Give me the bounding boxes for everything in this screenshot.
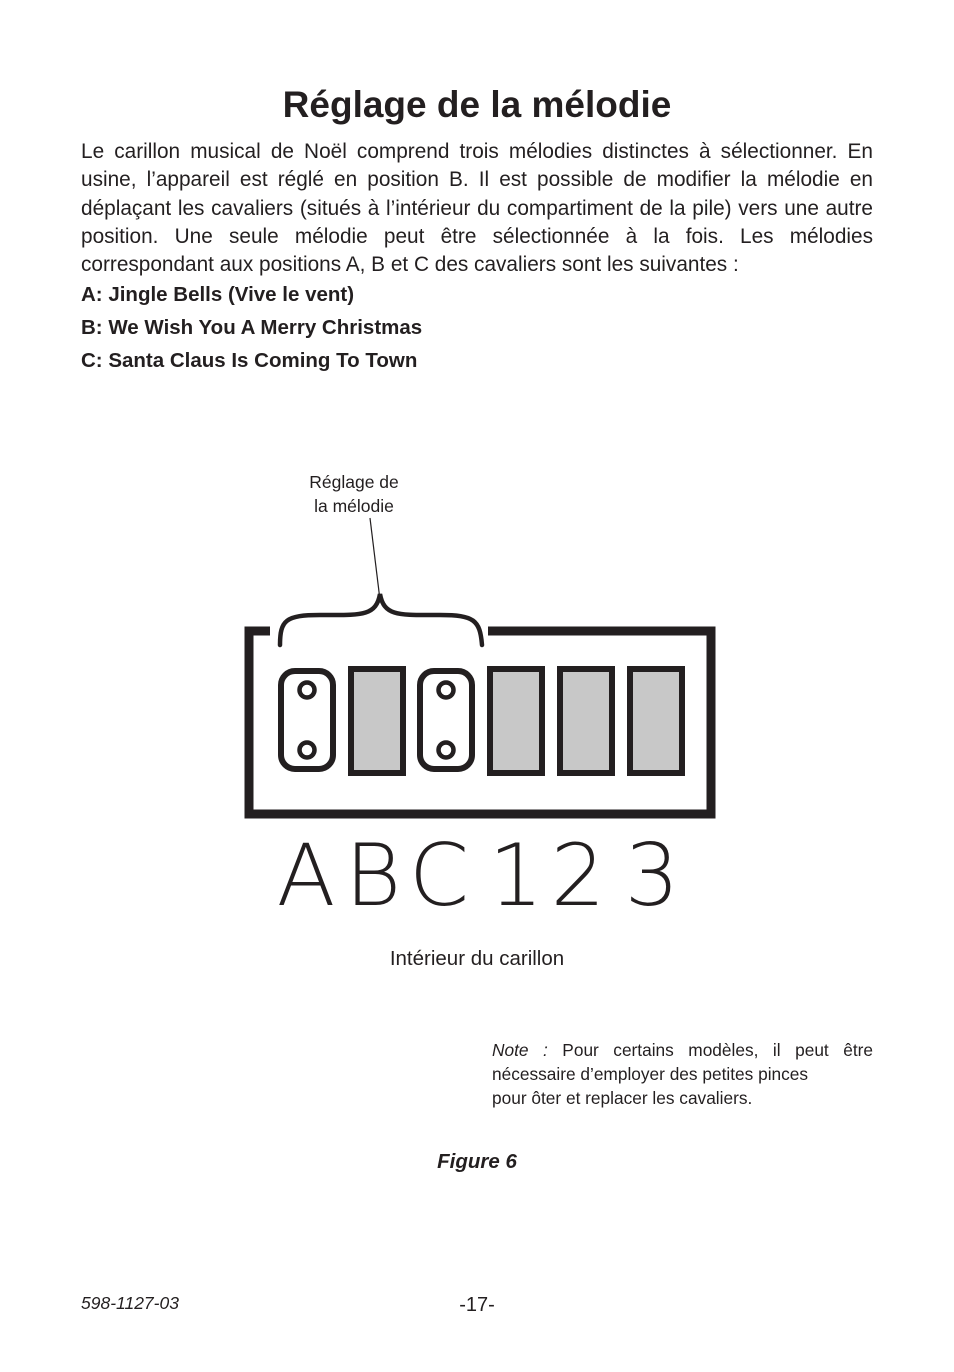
callout-leader-line — [370, 518, 380, 600]
melody-c: C: Santa Claus Is Coming To Town — [81, 349, 418, 372]
position-label-A: A — [276, 826, 336, 926]
intro-last-line: correspondant aux positions A, B et C des cavaliers sont les suivantes : — [81, 253, 739, 277]
page-title: Réglage de la mélodie — [282, 84, 672, 125]
jumper-slots — [281, 669, 682, 773]
intro-paragraph — [81, 138, 873, 279]
note — [492, 1038, 873, 1111]
document-number: 598-1127-03 — [81, 1293, 179, 1313]
position-label-2: 2 — [550, 826, 606, 926]
jumper-pin-A-2 — [300, 743, 315, 758]
jumper-diagram — [0, 460, 954, 980]
callout-label-line-2: la mélodie — [314, 496, 394, 516]
jumper-slot-2 — [560, 669, 612, 773]
diagram-caption: Intérieur du carillon — [389, 947, 565, 970]
jumper-slot-3 — [630, 669, 682, 773]
jumper-pin-C-2 — [439, 743, 454, 758]
note-last-line: pour ôter et replacer les cavaliers. — [492, 1088, 753, 1109]
position-label-C: C — [408, 826, 470, 926]
jumper-pin-A-1 — [300, 683, 315, 698]
position-label-1: 1 — [488, 826, 544, 926]
jumper-pin-C-1 — [439, 683, 454, 698]
callout-label-line-1: Réglage de — [309, 472, 399, 492]
note-body: Pour certains modèles, il peut être nécessaire d’employer des petites pinces — [492, 1040, 873, 1085]
jumper-slot-1 — [490, 669, 542, 773]
note-label: Note : — [492, 1040, 548, 1060]
position-label-B: B — [344, 826, 402, 926]
jumper-slot-B — [351, 669, 403, 773]
position-label-3: 3 — [624, 826, 680, 926]
page-number: -17- — [459, 1294, 495, 1316]
intro-body: Le carillon musical de Noël comprend trois mélodies distinctes à sélectionner. En usine, l’appareil est réglé en position B. Il est possible de modifier la mélodie en déplaçant les cavaliers (situés à l’intérieur du compartiment de la pile) vers une autre position. Une seule mélodie peut être sélectionnée à la fois. Les mélodies — [81, 140, 873, 248]
melody-a: A: Jingle Bells (Vive le vent) — [81, 283, 355, 306]
figure-label: Figure 6 — [437, 1150, 517, 1173]
melody-b: B: We Wish You A Merry Christmas — [81, 316, 423, 339]
brace-icon — [280, 594, 482, 645]
position-labels — [277, 826, 680, 926]
